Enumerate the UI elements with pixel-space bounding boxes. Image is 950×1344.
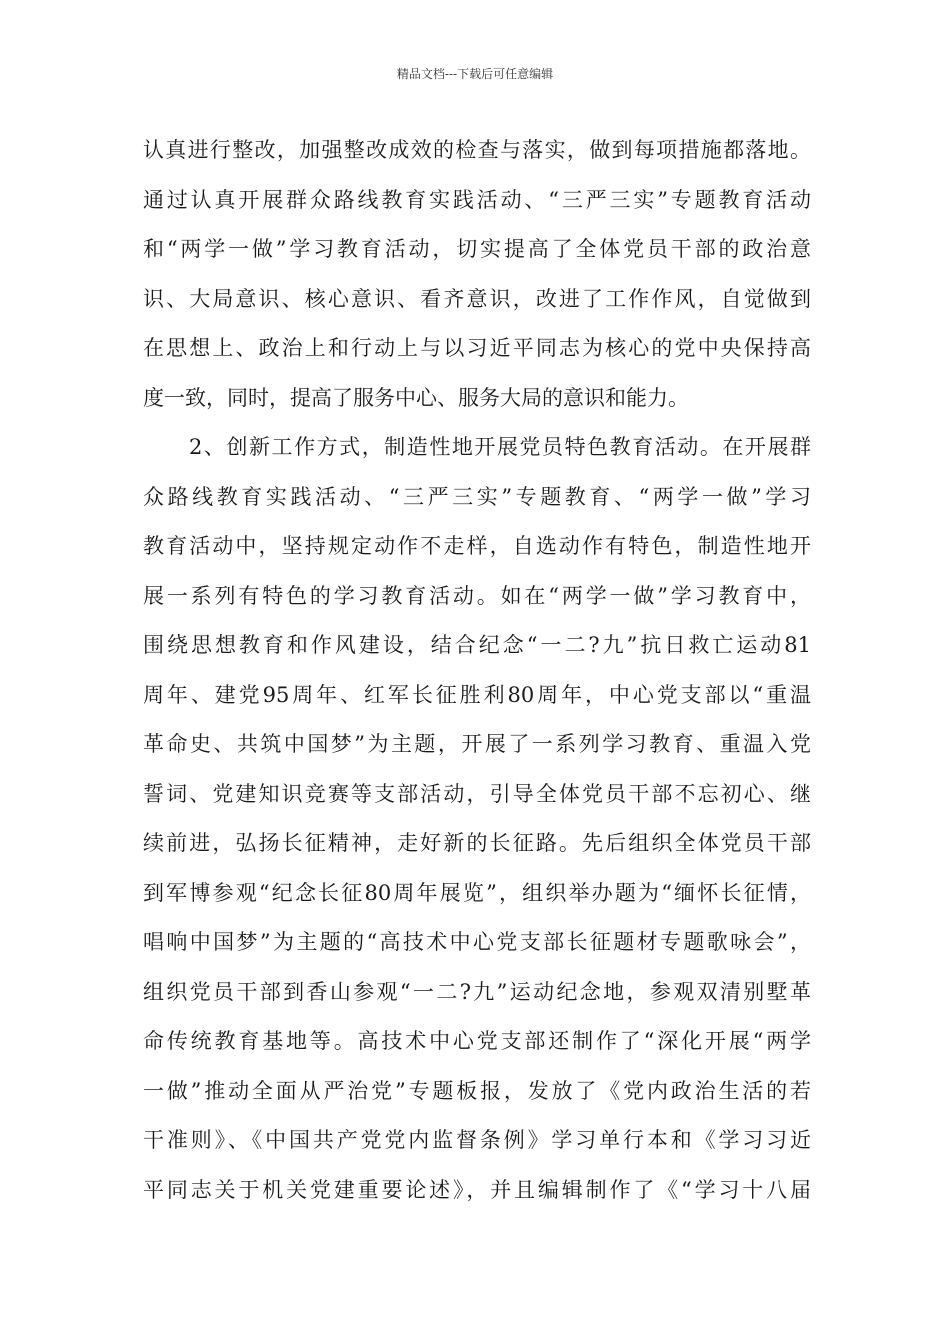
text-line: 在思想上、政治上和行动上与以习近平同志为核心的党中央保持高 [143, 336, 811, 360]
text-line: 众路线教育实践活动、“三严三实”专题教育、“两学一做”学习 [143, 484, 811, 509]
text-line: 平同志关于机关党建重要论述》，并且编辑制作了《“学习十八届 [143, 1177, 811, 1202]
text-line: 一做”推动全面从严治党”专题板报，发放了《党内政治生活的若 [143, 1078, 811, 1103]
text-line: 展一系列有特色的学习教育活动。如在“两学一做”学习教育中， [143, 583, 811, 608]
text-line: 革命史、共筑中国梦”为主题，开展了一系列学习教育、重温入党 [143, 732, 811, 756]
text-line: 教育活动中，坚持规定动作不走样，自选动作有特色，制造性地开 [143, 534, 811, 558]
text-line: 到军博参观“纪念长征80周年展览”，组织举办题为“缅怀长征情， [143, 880, 811, 905]
text-line: 围绕思想教育和作风建设，结合纪念“一二?九”抗日救亡运动81 [143, 633, 811, 657]
text-line: 组织党员干部到香山参观“一二?九”运动纪念地，参观双清别墅革 [143, 979, 811, 1004]
text-line: 誓词、党建知识竞赛等支部活动，引导全体党员干部不忘初心、继 [143, 781, 811, 806]
text-line: 唱响中国梦”为主题的“高技术中心党支部长征题材专题歌咏会”， [143, 930, 811, 954]
text-line: 和“两学一做”学习教育活动，切实提高了全体党员干部的政治意 [143, 237, 811, 261]
text-line: 认真进行整改，加强整改成效的检查与落实，做到每项措施都落地。 [143, 138, 811, 162]
text-line: 度一致，同时，提高了服务中心、服务大局的意识和能力。 [143, 385, 689, 410]
text-line: 周年、建党95周年、红军长征胜利80周年，中心党支部以“重温 [143, 682, 811, 707]
paragraph-start-line: 2、创新工作方式，制造性地开展党员特色教育活动。在开展群 [189, 435, 811, 459]
text-line: 续前进，弘扬长征精神，走好新的长征路。先后组织全体党员干部 [143, 831, 811, 855]
text-line: 识、大局意识、核心意识、看齐意识，改进了工作作风，自觉做到 [143, 286, 811, 311]
body-text [143, 126, 811, 1215]
page-header: 精品文档---下载后可任意编辑 [396, 67, 554, 81]
text-line: 干准则》、《中国共产党党内监督条例》学习单行本和《学习习近 [143, 1128, 811, 1152]
text-line: 命传统教育基地等。高技术中心党支部还制作了“深化开展“两学 [143, 1029, 811, 1053]
text-line: 通过认真开展群众路线教育实践活动、“三严三实”专题教育活动 [143, 187, 811, 212]
